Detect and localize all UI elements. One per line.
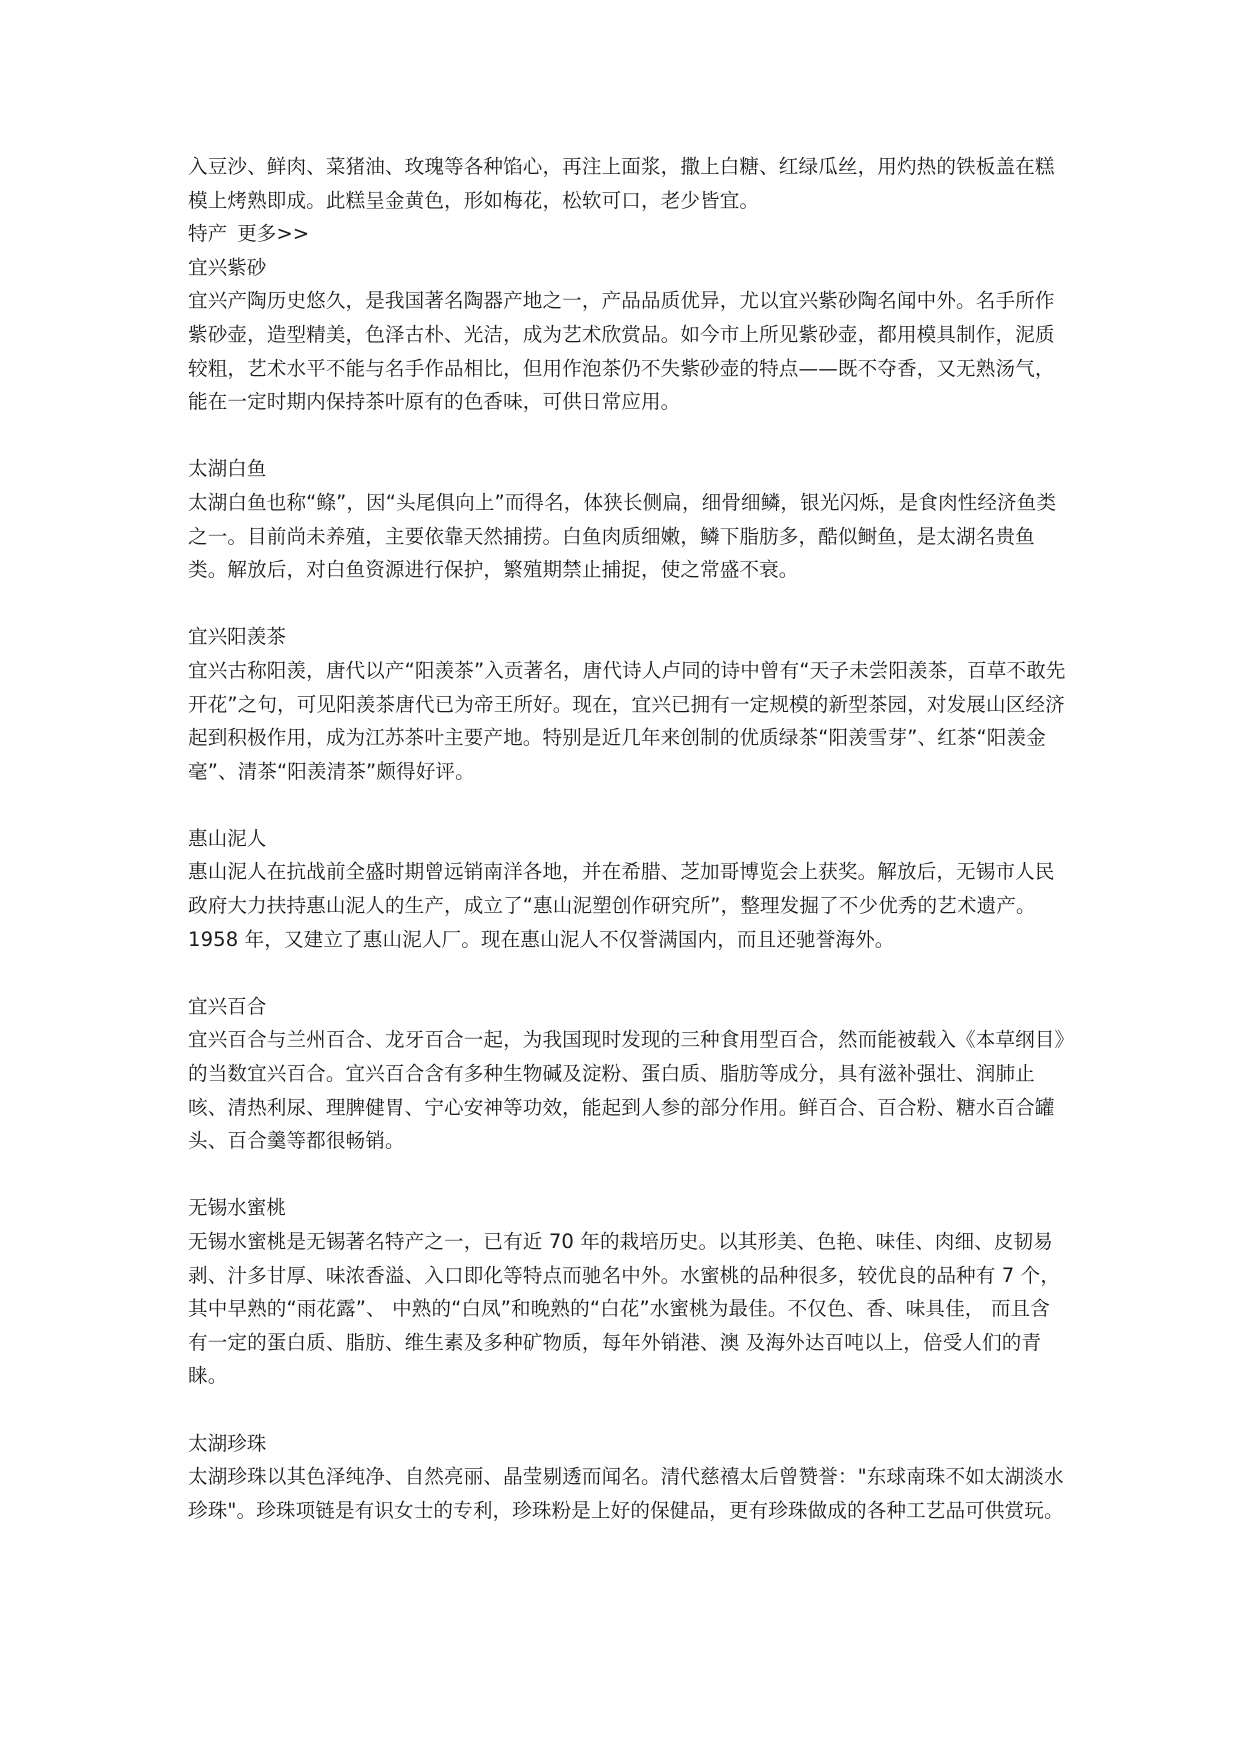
intro-paragraph: 入豆沙、鲜肉、菜猪油、玫瑰等各种馅心，再注上面浆，撒上白糖、红绿瓜丝，用灼热的铁板盖在糕模上烤熟即成。此糕呈金黄色，形如梅花，松软可口，老少皆宜。 [188, 155, 1055, 212]
section-body: 惠山泥人在抗战前全盛时期曾远销南洋各地，并在希腊、芝加哥博览会上获奖。解放后，无锡市人民政府大力扶持惠山泥人的生产，成立了“惠山泥塑创作研究所”，整理发掘了不少优秀的艺术遗产。1958 年，又建立了惠山泥人厂。现在惠山泥人不仅誉满国内，而且还驰誉海外。 [188, 860, 1055, 951]
section-title: 惠山泥人 [188, 826, 267, 850]
section-title: 宜兴阳羡茶 [188, 625, 286, 649]
document-page [188, 150, 1068, 1527]
section-taihu-baiyu [188, 452, 1068, 586]
section-wuxi-peach [188, 1191, 1068, 1393]
section-yixing-lily [188, 990, 1068, 1158]
section-yixing-zisha [188, 251, 1068, 419]
section-body: 太湖珍珠以其色泽纯净、自然亮丽、晶莹剔透而闻名。清代慈禧太后曾赞誉："东球南珠不如太湖淡水珍珠"。珍珠项链是有识女士的专利，珍珠粉是上好的保健品，更有珍珠做成的各种工艺品可供赏玩。 [188, 1465, 1064, 1522]
section-body: 宜兴百合与兰州百合、龙牙百合一起，为我国现时发现的三种食用型百合，然而能被载入《本草纲目》的当数宜兴百合。宜兴百合含有多种生物碱及淀粉、蛋白质、脂肪等成分，具有滋补强壮、润肺止咳、清热利尿、理脾健胃、宁心安神等功效，能起到人参的部分作用。鲜百合、百合粉、糖水百合罐头、百合羹等都很畅销。 [188, 1028, 1065, 1153]
section-body: 宜兴古称阳羡，唐代以产“阳羡茶”入贡著名，唐代诗人卢同的诗中曾有“天子未尝阳羡茶，百草不敢先开花”之句，可见阳羡茶唐代已为帝王所好。现在，宜兴已拥有一定规模的新型茶园，对发展山区经济起到积极作用，成为江苏茶叶主要产地。特别是近几年来创制的优质绿茶“阳羡雪芽”、红茶“阳羡金毫”、清茶“阳羡清茶”颇得好评。 [188, 658, 1066, 783]
specialties-label: 特产 [188, 222, 228, 246]
section-taihu-pearl [188, 1427, 1068, 1528]
more-link[interactable]: 更多>> [237, 222, 310, 246]
section-title: 太湖珍珠 [188, 1431, 267, 1455]
section-body: 无锡水蜜桃是无锡著名特产之一，已有近 70 年的栽培历史。以其形美、色艳、味佳、肉细、皮韧易剥、汁多甘厚、味浓香溢、入口即化等特点而驰名中外。水蜜桃的品种很多，较优良的品种有 7 个，其中早熟的“雨花露”、 中熟的“白凤”和晚熟的“白花”水蜜桃为最佳。不仅色、香、味具佳， 而且含有一定的蛋白质、脂肪、维生素及多种矿物质，每年外销港、澳 及海外达百吨以上，倍受人们的青睐。 [188, 1230, 1061, 1388]
section-yangxian-tea [188, 620, 1068, 788]
section-title: 宜兴百合 [188, 994, 267, 1018]
section-body: 宜兴产陶历史悠久，是我国著名陶器产地之一，产品品质优异，尤以宜兴紫砂陶名闻中外。名手所作紫砂壶，造型精美，色泽古朴、光洁，成为艺术欣赏品。如今市上所见紫砂壶，都用模具制作，泥质较粗，艺术水平不能与名手作品相比，但用作泡茶仍不失紫砂壶的特点——既不夺香，又无熟汤气，能在一定时期内保持茶叶原有的色香味，可供日常应用。 [188, 289, 1055, 414]
section-body: 太湖白鱼也称“鲦”，因“头尾俱向上”而得名，体狭长侧扁，细骨细鳞，银光闪烁，是食肉性经济鱼类之一。目前尚未养殖，主要依靠天然捕捞。白鱼肉质细嫩，鳞下脂肪多，酷似鲥鱼，是太湖名贵鱼类。解放后，对白鱼资源进行保护，繁殖期禁止捕捉，使之常盛不衰。 [188, 490, 1057, 582]
specialties-header [188, 217, 1068, 251]
section-huishan-clay [188, 822, 1068, 956]
section-title: 太湖白鱼 [188, 457, 267, 481]
section-title: 无锡水蜜桃 [188, 1196, 286, 1220]
section-title: 宜兴紫砂 [188, 255, 267, 279]
